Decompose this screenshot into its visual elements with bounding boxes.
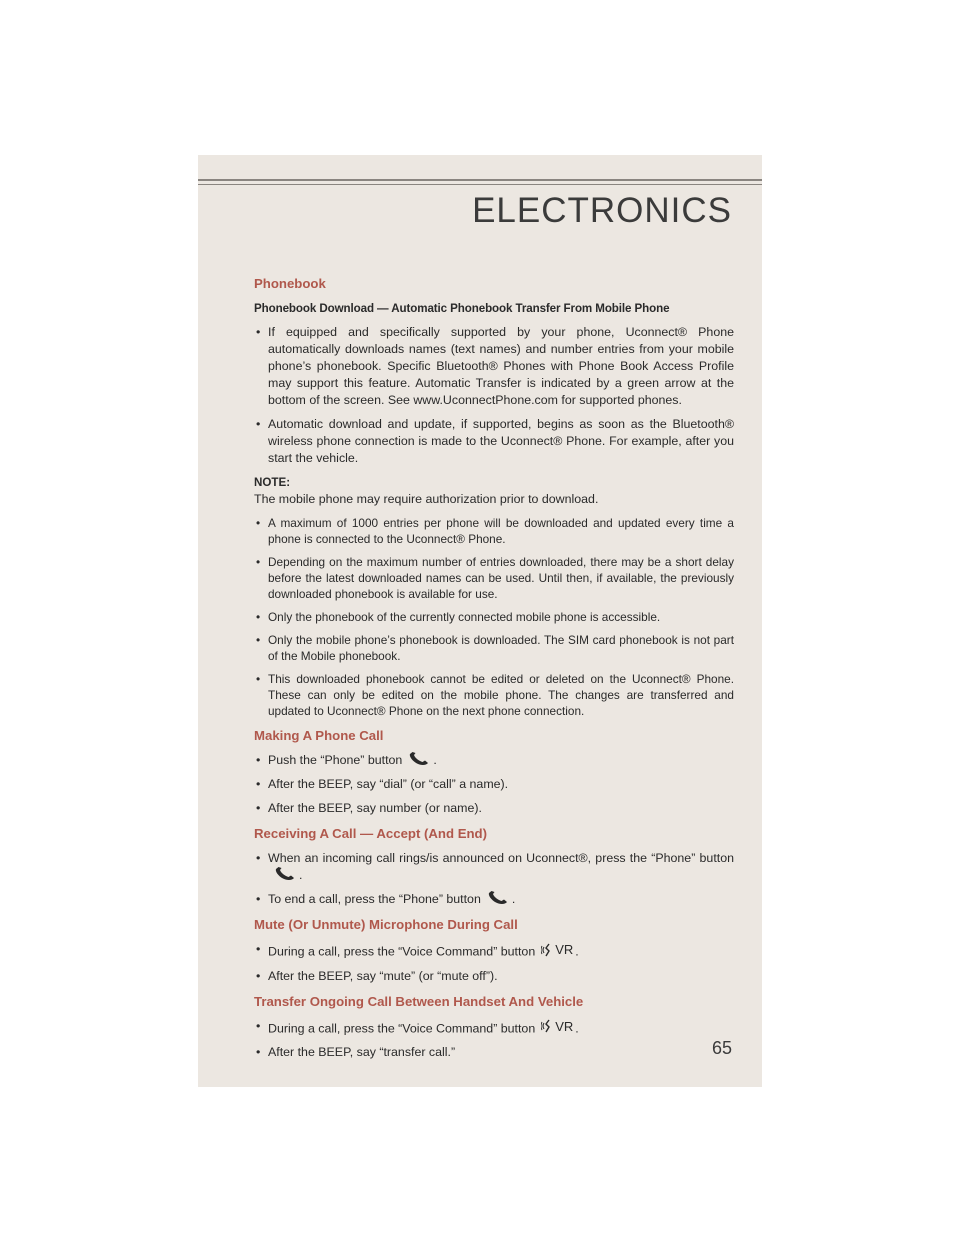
list-item: • Only the mobile phone’s phonebook is downloaded. The SIM card phonebook is not part of the Mobile phonebook.	[256, 633, 734, 663]
receiving-call-list	[198, 850, 734, 908]
mute-heading: Mute (Or Unmute) Microphone During Call	[254, 917, 518, 932]
phonebook-heading: Phonebook	[254, 276, 326, 291]
list-item: • A maximum of 1000 entries per phone will be downloaded and updated every time a phone is connected to the Uconnect® Phone.	[256, 516, 734, 546]
note-list	[198, 515, 734, 719]
page-content	[198, 267, 734, 1068]
list-item: • After the BEEP, say “dial” (or “call” a name).	[256, 777, 509, 791]
voice-waves-icon	[541, 942, 553, 958]
voice-waves-icon	[541, 1018, 553, 1034]
making-call-heading: Making A Phone Call	[254, 728, 384, 743]
note-label: NOTE:	[254, 476, 291, 489]
phone-icon	[408, 752, 430, 766]
list-item: • When an incoming call rings/is announced on Uconnect®, press the “Phone” button.	[256, 851, 734, 882]
list-item: • After the BEEP, say “mute” (or “mute off”).	[256, 968, 498, 983]
phone-icon	[274, 867, 296, 881]
list-item: • During a call, press the “Voice Command” button VR .	[256, 1018, 579, 1035]
list-item: • Depending on the maximum number of entries downloaded, there may be a short delay before the latest downloaded names can be used. Until then, if available, the previously downloaded phonebook is available for use.	[256, 555, 734, 601]
list-item: • If equipped and specifically supported by your phone, Uconnect® Phone automatically downloads names (text names) and number entries from your mobile phone’s phonebook. Specific Bluetooth® Phones with Phone Book Access Profile may support this feature. Automatic Transfer is indicated by a green arrow at the bottom of the screen. See www.UconnectPhone.com for supported phones.	[256, 325, 734, 407]
manual-page	[198, 155, 762, 1087]
list-item: • This downloaded phonebook cannot be edited or deleted on the Uconnect® Phone. These can only be edited on the mobile phone. The changes are transferred and updated to Uconnect® Phone on the next phone connection.	[256, 672, 734, 718]
receiving-call-heading: Receiving A Call — Accept (And End)	[254, 826, 488, 841]
page-number: 65	[711, 1038, 732, 1058]
header-rule-top	[198, 179, 762, 181]
list-item: • Automatic download and update, if supported, begins as soon as the Bluetooth® wireless phone connection is made to the Uconnect® Phone. For example, after you start the vehicle.	[256, 417, 734, 465]
making-call-list	[198, 752, 734, 817]
header-rule-bottom	[198, 184, 762, 185]
mute-list	[198, 941, 734, 985]
note-text: The mobile phone may require authorization prior to download.	[254, 492, 599, 506]
phonebook-list	[198, 324, 734, 467]
phone-icon	[487, 891, 509, 905]
section-title: ELECTRONICS	[472, 191, 732, 230]
list-item: • Only the phonebook of the currently connected mobile phone is accessible.	[256, 610, 661, 624]
phonebook-subheading: Phonebook Download — Automatic Phonebook Transfer From Mobile Phone	[254, 302, 670, 315]
list-item: • After the BEEP, say “transfer call.”	[256, 1045, 456, 1059]
list-item: • Push the “Phone” button .	[256, 753, 437, 767]
voice-command-icon: VR	[541, 941, 573, 958]
list-item: • After the BEEP, say number (or name).	[256, 801, 482, 815]
list-item: • During a call, press the “Voice Command” button VR .	[256, 942, 579, 959]
transfer-heading: Transfer Ongoing Call Between Handset And Vehicle	[254, 993, 584, 1009]
list-item: • To end a call, press the “Phone” button .	[256, 892, 516, 906]
transfer-list	[198, 1018, 734, 1062]
voice-command-icon: VR	[541, 1018, 573, 1035]
